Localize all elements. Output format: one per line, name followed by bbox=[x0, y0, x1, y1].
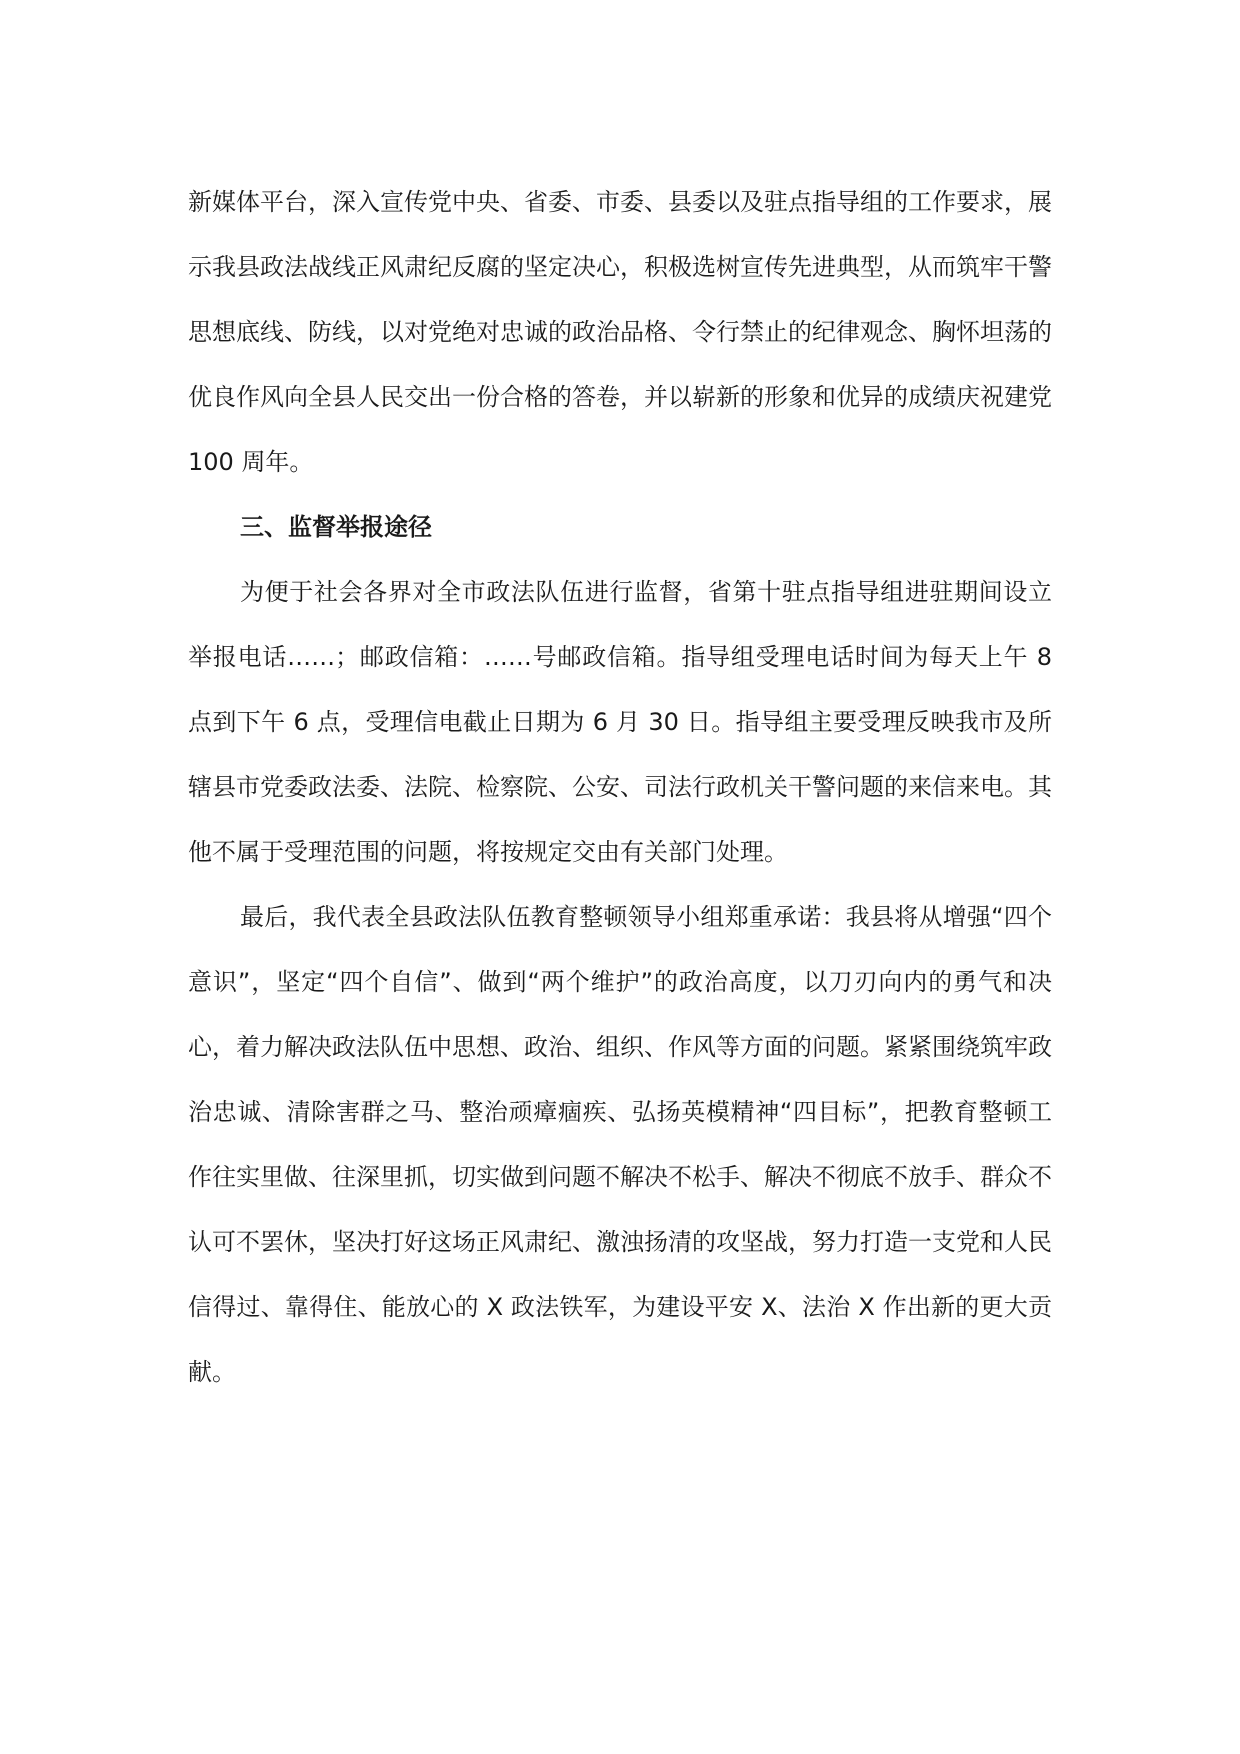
document-body bbox=[188, 170, 1052, 1405]
paragraph-reporting-channels: 为便于社会各界对全市政法队伍进行监督，省第十驻点指导组进驻期间设立举报电话……；邮政信箱：……号邮政信箱。指导组受理电话时间为每天上午 8 点到下午 6 点，受理信电截止日期为 6 月 30 日。指导组主要受理反映我市及所辖县市党委政法委、法院、检察院、公安、司法行政机关干警问题的来信来电。其他不属于受理范围的问题，将按规定交由有关部门处理。 bbox=[188, 578, 1052, 866]
paragraph-publicity: 新媒体平台，深入宣传党中央、省委、市委、县委以及驻点指导组的工作要求，展示我县政法战线正风肃纪反腐的坚定决心，积极选树宣传先进典型，从而筑牢干警思想底线、防线，以对党绝对忠诚的政治品格、令行禁止的纪律观念、胸怀坦荡的优良作风向全县人民交出一份合格的答卷，并以崭新的形象和优异的成绩庆祝建党 100 周年。 bbox=[188, 188, 1052, 476]
section-heading-supervision: 三、监督举报途径 bbox=[240, 513, 432, 541]
paragraph-commitment: 最后，我代表全县政法队伍教育整顿领导小组郑重承诺：我县将从增强“四个意识”，坚定“四个自信”、做到“两个维护”的政治高度，以刀刃向内的勇气和决心，着力解决政法队伍中思想、政治、组织、作风等方面的问题。紧紧围绕筑牢政治忠诚、清除害群之马、整治顽瘴痼疾、弘扬英模精神“四目标”，把教育整顿工作往实里做、往深里抓，切实做到问题不解决不松手、解决不彻底不放手、群众不认可不罢休，坚决打好这场正风肃纪、激浊扬清的攻坚战，努力打造一支党和人民信得过、靠得住、能放心的 X 政法铁军，为建设平安 X、法治 X 作出新的更大贡献。 bbox=[188, 903, 1052, 1386]
